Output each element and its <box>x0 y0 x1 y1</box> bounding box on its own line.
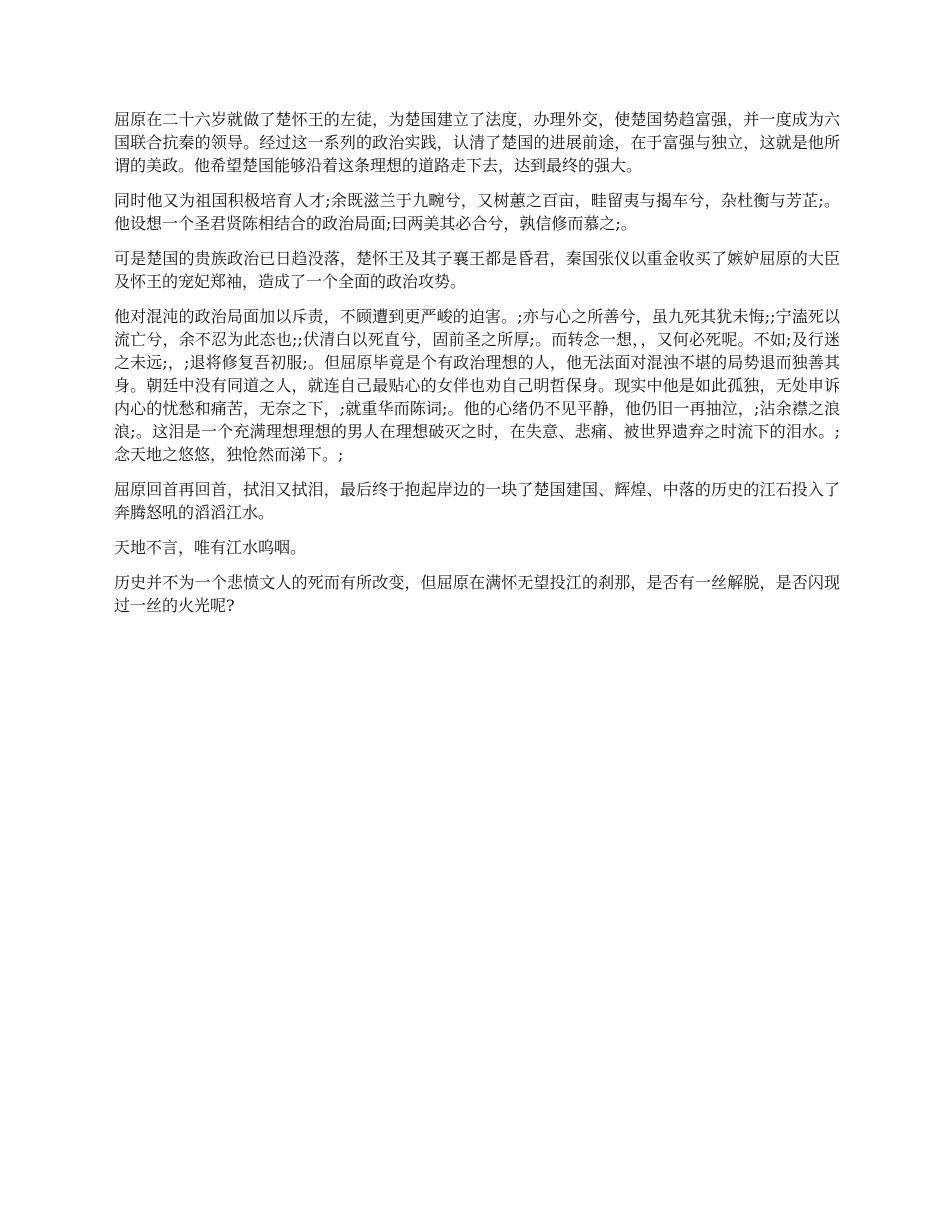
paragraph-6: 天地不言，唯有江水呜咽。 <box>114 538 307 557</box>
document-body <box>114 108 840 629</box>
paragraph-1: 屈原在二十六岁就做了楚怀王的左徒，为楚国建立了法度，办理外交，使楚国势趋富强，并一度成为六国联合抗秦的领导。经过这一系列的政治实践，认清了楚国的进展前途，在于富强与独立，这就是他所谓的美政。他希望楚国能够沿着这条理想的道路走下去，达到最终的强大。 <box>114 110 840 175</box>
paragraph-7: 历史并不为一个悲愤文人的死而有所改变，但屈原在满怀无望投江的刹那，是否有一丝解脱，是否闪现过一丝的火光呢? <box>114 573 840 615</box>
paragraph-5: 屈原回首再回首，拭泪又拭泪，最后终于抱起岸边的一块了楚国建国、辉煌、中落的历史的江石投入了奔腾怒吼的滔滔江水。 <box>114 480 840 522</box>
paragraph-2: 同时他又为祖国积极培育人才;余既滋兰于九畹兮，又树蕙之百亩，畦留夷与揭车兮，杂杜衡与芳芷;。他设想一个圣君贤陈相结合的政治局面;曰两美其必合兮，孰信修而慕之;。 <box>114 191 840 233</box>
paragraph-4: 他对混沌的政治局面加以斥责，不顾遭到更严峻的迫害。;亦与心之所善兮，虽九死其犹未悔;;宁溘死以流亡兮，余不忍为此态也;;伏清白以死直兮，固前圣之所厚;。而转念一想，，又何必死呢。不如;及行迷之未远;，;退将修复吾初服;。但屈原毕竟是个有政治理想的人，他无法面对混浊不堪的局势退而独善其身。朝廷中没有同道之人，就连自己最贴心的女伴也劝自己明哲保身。现实中他是如此孤独，无处申诉内心的忧愁和痛苦，无奈之下，;就重华而陈词;。他的心绪仍不见平静，他仍旧一再抽泣，;沾余襟之浪浪;。这泪是一个充满理想理想的男人在理想破灭之时，在失意、悲痛、被世界遗弃之时流下的泪水。;念天地之悠悠，独怆然而涕下。; <box>114 307 840 464</box>
paragraph-3: 可是楚国的贵族政治已日趋没落，楚怀王及其子襄王都是昏君，秦国张仪以重金收买了嫉妒屈原的大臣及怀王的宠妃郑袖，造成了一个全面的政治攻势。 <box>114 249 840 291</box>
